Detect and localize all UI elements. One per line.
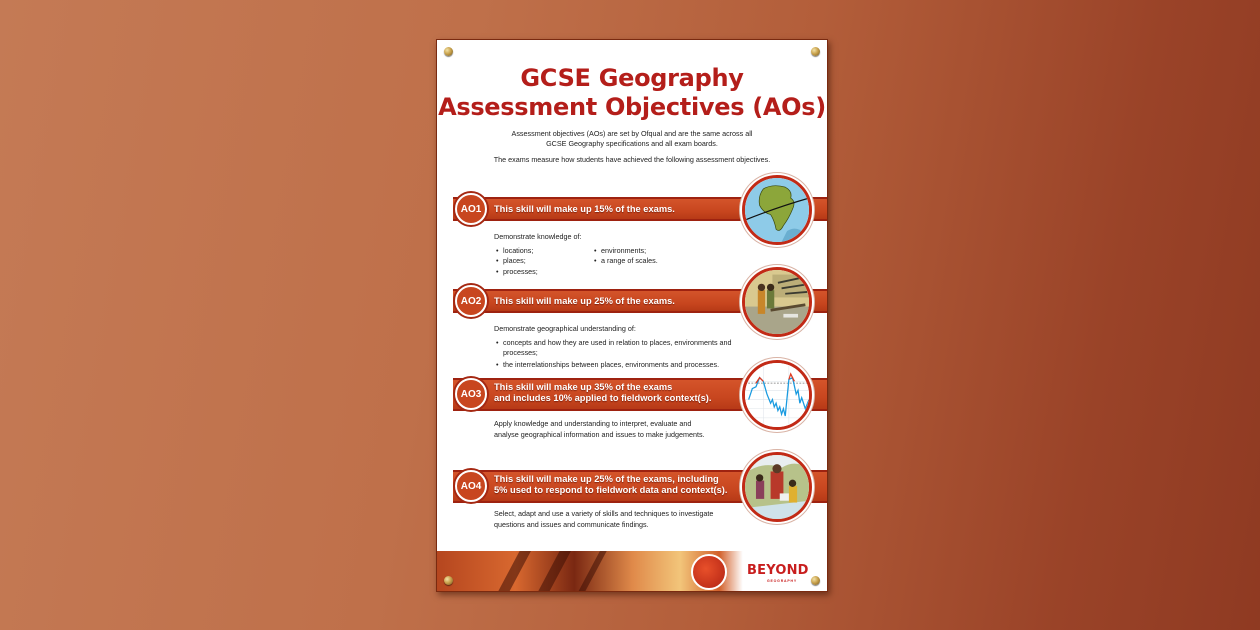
fieldwork-scene-icon (742, 452, 812, 522)
headline-line: 5% used to respond to fieldwork data and context(s). (494, 485, 728, 495)
decorative-streak (531, 551, 573, 592)
ao1-body (494, 232, 658, 277)
bullet-item: • environments; (592, 246, 658, 257)
bullet-item: • concepts and how they are used in relation to places, environments and processes; (494, 338, 754, 359)
ao2-badge: AO2 (455, 285, 487, 317)
ao3-headline (494, 382, 711, 404)
bullet-item: • places; (494, 256, 592, 267)
ao1-bullets-col1 (494, 246, 592, 278)
ao1-lead: Demonstrate knowledge of: (494, 232, 582, 241)
ao4-headline (494, 474, 728, 496)
bullet-item: • processes; (494, 267, 592, 278)
poster (436, 39, 828, 592)
intro-line: GCSE Geography specifications and all exam boards. (546, 139, 718, 148)
body-line: Apply knowledge and understanding to interpret, evaluate and (494, 419, 692, 428)
ao2-lead: Demonstrate geographical understanding of: (494, 324, 636, 333)
footer-banner (437, 551, 828, 592)
ao1-headline: This skill will make up 15% of the exams. (494, 204, 675, 214)
bullet-item: • the interrelationships between places, environments and processes. (494, 360, 754, 371)
ao2-headline: This skill will make up 25% of the exams. (494, 296, 675, 306)
screw-icon (444, 576, 453, 585)
intro-text (437, 129, 827, 149)
ao3-body (494, 419, 705, 440)
headline-line: This skill will make up 25% of the exams, including (494, 474, 719, 484)
body-line: questions and issues and communicate findings. (494, 519, 649, 529)
ao2-bullets (494, 338, 754, 371)
decorative-streak (571, 551, 609, 592)
globe-africa-icon (742, 175, 812, 245)
poster-subtitle: Assessment Objectives (AOs) (438, 93, 826, 121)
brand-logo: BEYOND (747, 563, 809, 578)
globe-logo-icon (691, 554, 727, 590)
headline-line: and includes 10% applied to fieldwork context(s). (494, 393, 712, 403)
screw-icon (811, 576, 820, 585)
ao3-badge: AO3 (455, 378, 487, 410)
poster-title: GCSE Geography (520, 64, 744, 92)
ao2-body (494, 324, 754, 370)
ao1-bullets-col2 (592, 246, 658, 278)
intro-text-2: The exams measure how students have achieved the following assessment objectives. (493, 155, 771, 164)
bullet-item: • locations; (494, 246, 592, 257)
decorative-streak (491, 551, 533, 592)
body-line: analyse geographical information and issues to make judgements. (494, 429, 705, 439)
ao4-badge: AO4 (455, 470, 487, 502)
screw-icon (811, 47, 820, 56)
body-line: Select, adapt and use a variety of skills and techniques to investigate (494, 509, 714, 518)
ao1-badge: AO1 (455, 193, 487, 225)
bullet-item: • a range of scales. (592, 256, 658, 267)
intro-line: Assessment objectives (AOs) are set by Ofqual and are the same across all (511, 129, 753, 138)
people-scene-icon (742, 267, 812, 337)
line-graph-icon (742, 360, 812, 430)
headline-line: This skill will make up 35% of the exams (494, 382, 673, 392)
ao4-body (494, 509, 713, 530)
brand-logo-sub: GEOGRAPHY (767, 579, 797, 583)
screw-icon (444, 47, 453, 56)
